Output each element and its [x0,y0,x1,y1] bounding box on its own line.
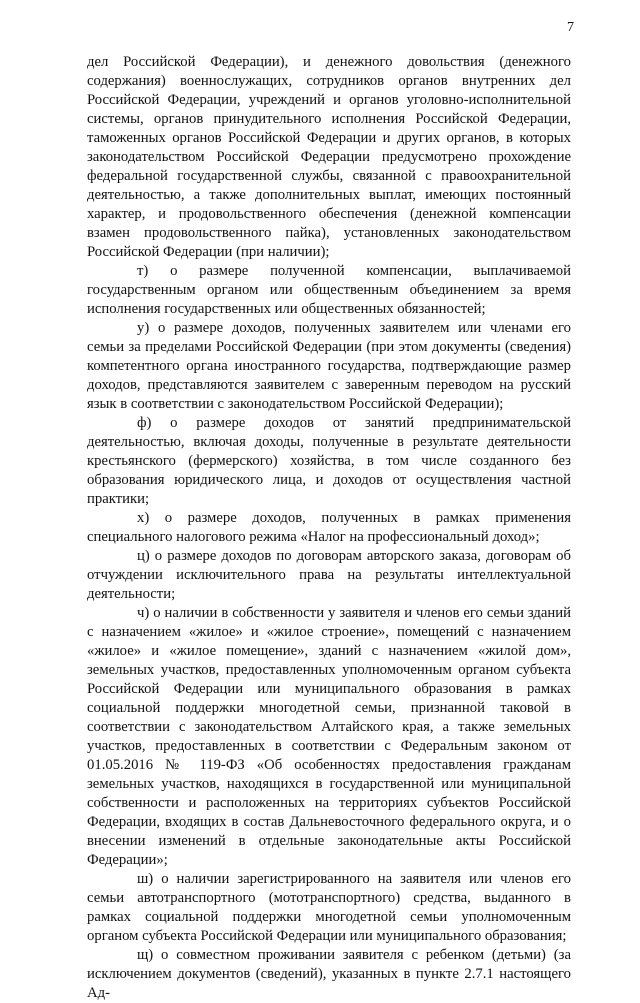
paragraph-item-kh: х) о размере доходов, полученных в рамках применения специального налогового режима «Налог на профессиональный доход»; [87,510,571,545]
paragraph-item-sh: ш) о наличии зарегистрированного на заявителя или членов его семьи автотранспортного (мототранспортного) средства, выданного в рамках социальной поддержки многодетной семьи уполномоченным органом субъекта Российской Федерации или муниципального образования; [87,871,571,944]
paragraph-item-ch: ч) о наличии в собственности у заявителя и членов его семьи зданий с назначением «жилое» и «жилое строение», помещений с назначением «жилое» и «жилое помещение», зданий с назначением «жилой дом», земельных участков, предоставленных уполномоченным органом субъекта Российской Федерации или муниципального образования в рамках социальной поддержки многодетной семьи, признанной таковой в соответствии с законодательством Алтайского края, а также земельных участков, предоставленных в соответствии с Федеральным законом от 01.05.2016 № 119-ФЗ «Об особенностях предоставления гражданам земельных участков, находящихся в государственной или муниципальной собственности и расположенных на территориях субъектов Российской Федерации, входящих в состав Дальневосточного федерального округа, и о внесении изменений в отдельные законодательные акты Российской Федерации»; [87,605,571,868]
page-number: 7 [567,20,574,35]
paragraph-item-shch: щ) о совместном проживании заявителя с ребенком (детьми) (за исключением документов (сведений), указанных в пункте 2.7.1 настоящего Ад- [87,947,571,1001]
paragraph-item-t: т) о размере полученной компенсации, выплачиваемой государственным органом или общественным объединением за время исполнения государственных или общественных обязанностей; [87,263,571,317]
paragraph-continuation: дел Российской Федерации), и денежного довольствия (денежного содержания) военнослужащих, сотрудников органов внутренних дел Российской Федерации, учреждений и органов уголовно-исполнительной системы, органов принудительного исполнения Российской Федерации, таможенных органов Российской Федерации и других органов, в которых законодательством Российской Федерации предусмотрено прохождение федеральной государственной службы, связанной с правоохранительной деятельностью, а также дополнительных выплат, имеющих постоянный характер, и продовольственного обеспечения (денежной компенсации взамен продовольственного пайка), установленных законодательством Российской Федерации (при наличии); [87,54,571,260]
paragraph-item-ts: ц) о размере доходов по договорам авторского заказа, договорам об отчуждении исключительного права на результаты интеллектуальной деятельности; [87,548,571,602]
paragraph-item-f: ф) о размере доходов от занятий предпринимательской деятельностью, включая доходы, полученные в результате деятельности крестьянского (фермерского) хозяйства, в том числе созданного без образования юридического лица, и доходов от осуществления частной практики; [87,415,571,507]
paragraph-item-u: у) о размере доходов, полученных заявителем или членами его семьи за пределами Российской Федерации (при этом документы (сведения) компетентного органа иностранного государства, подтверждающие размер доходов, представляются заявителем с заверенным переводом на русский язык в соответствии с законодательством Российской Федерации); [87,320,571,412]
document-body [87,53,571,1003]
